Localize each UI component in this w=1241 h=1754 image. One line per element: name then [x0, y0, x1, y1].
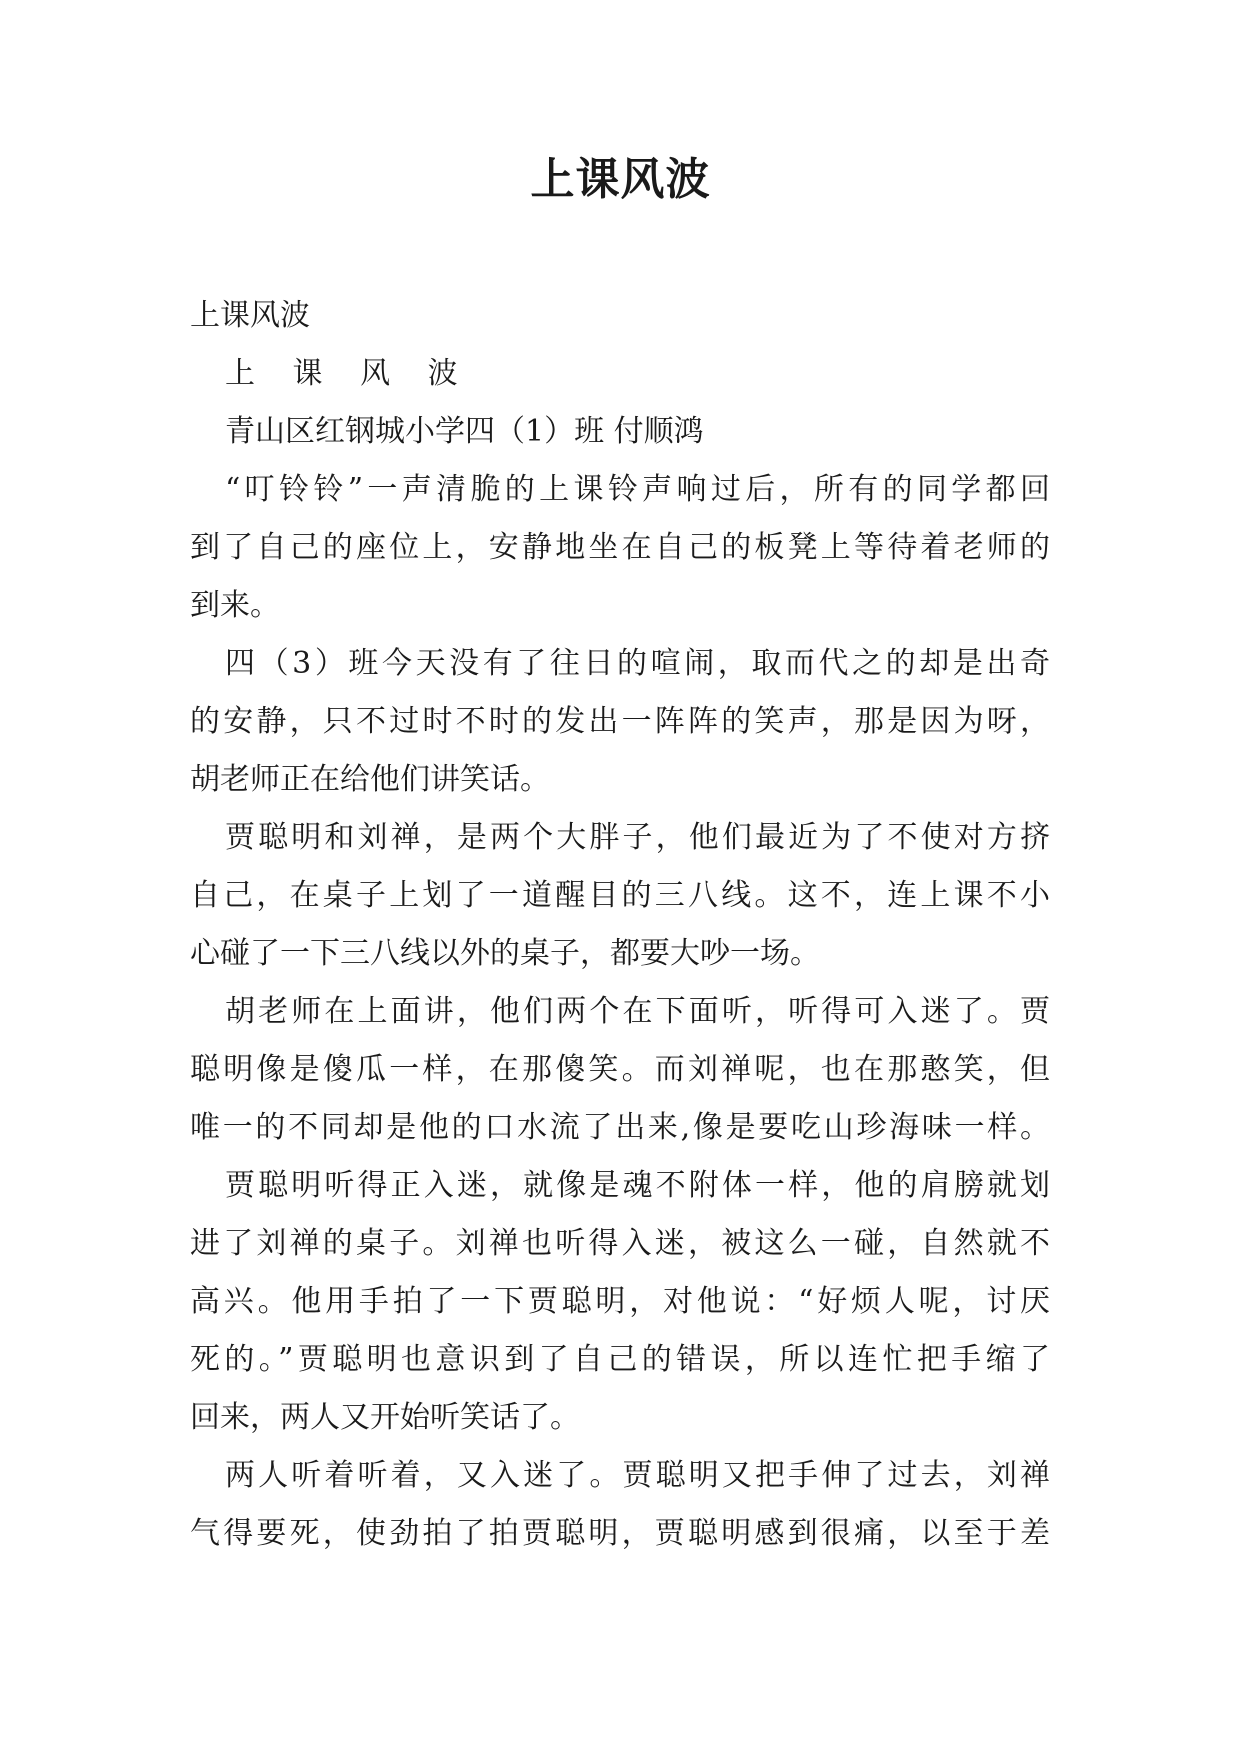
text-line: 自己，在桌子上划了一道醒目的三八线。这不，连上课不小 — [190, 878, 1050, 913]
text-line: 高兴。他用手拍了一下贾聪明，对他说：“好烦人呢，讨厌 — [190, 1284, 1050, 1319]
text-line: 上课风波 — [190, 298, 310, 333]
text-line: 两人听着听着，又入迷了。贾聪明又把手伸了过去，刘禅 — [225, 1458, 1050, 1493]
text-line: 死的。”贾聪明也意识到了自己的错误，所以连忙把手缩了 — [190, 1342, 1050, 1377]
text-line: 唯一的不同却是他的口水流了出来,像是要吃山珍海味一样。 — [190, 1110, 1050, 1145]
text-line: 贾聪明和刘禅，是两个大胖子，他们最近为了不使对方挤 — [225, 820, 1050, 855]
text-line: 的安静，只不过时不时的发出一阵阵的笑声，那是因为呀， — [190, 704, 1050, 739]
text-line: 气得要死，使劲拍了拍贾聪明，贾聪明感到很痛，以至于差 — [190, 1516, 1050, 1551]
text-line: 上 课 风 波 — [225, 356, 472, 391]
text-line: 到了自己的座位上，安静地坐在自己的板凳上等待着老师的 — [190, 530, 1050, 565]
text-line: 胡老师正在给他们讲笑话。 — [190, 762, 550, 797]
text-line: 胡老师在上面讲，他们两个在下面听，听得可入迷了。贾 — [225, 994, 1050, 1029]
text-line: 进了刘禅的桌子。刘禅也听得入迷，被这么一碰，自然就不 — [190, 1226, 1050, 1261]
text-line: 聪明像是傻瓜一样，在那傻笑。而刘禅呢，也在那憨笑，但 — [190, 1052, 1050, 1087]
text-line: 贾聪明听得正入迷，就像是魂不附体一样，他的肩膀就划 — [225, 1168, 1050, 1203]
text-line: “叮铃铃”一声清脆的上课铃声响过后，所有的同学都回 — [225, 472, 1050, 507]
document-body — [190, 287, 1050, 1563]
text-line: 青山区红钢城小学四（1）班 付顺鸿 — [225, 414, 704, 449]
text-line: 四（3）班今天没有了往日的喧闹，取而代之的却是出奇 — [225, 646, 1050, 681]
text-line: 到来。 — [190, 588, 280, 623]
text-line: 心碰了一下三八线以外的桌子，都要大吵一场。 — [190, 936, 820, 971]
text-line: 回来，两人又开始听笑话了。 — [190, 1400, 580, 1435]
document-title: 上课风波 — [530, 154, 711, 205]
